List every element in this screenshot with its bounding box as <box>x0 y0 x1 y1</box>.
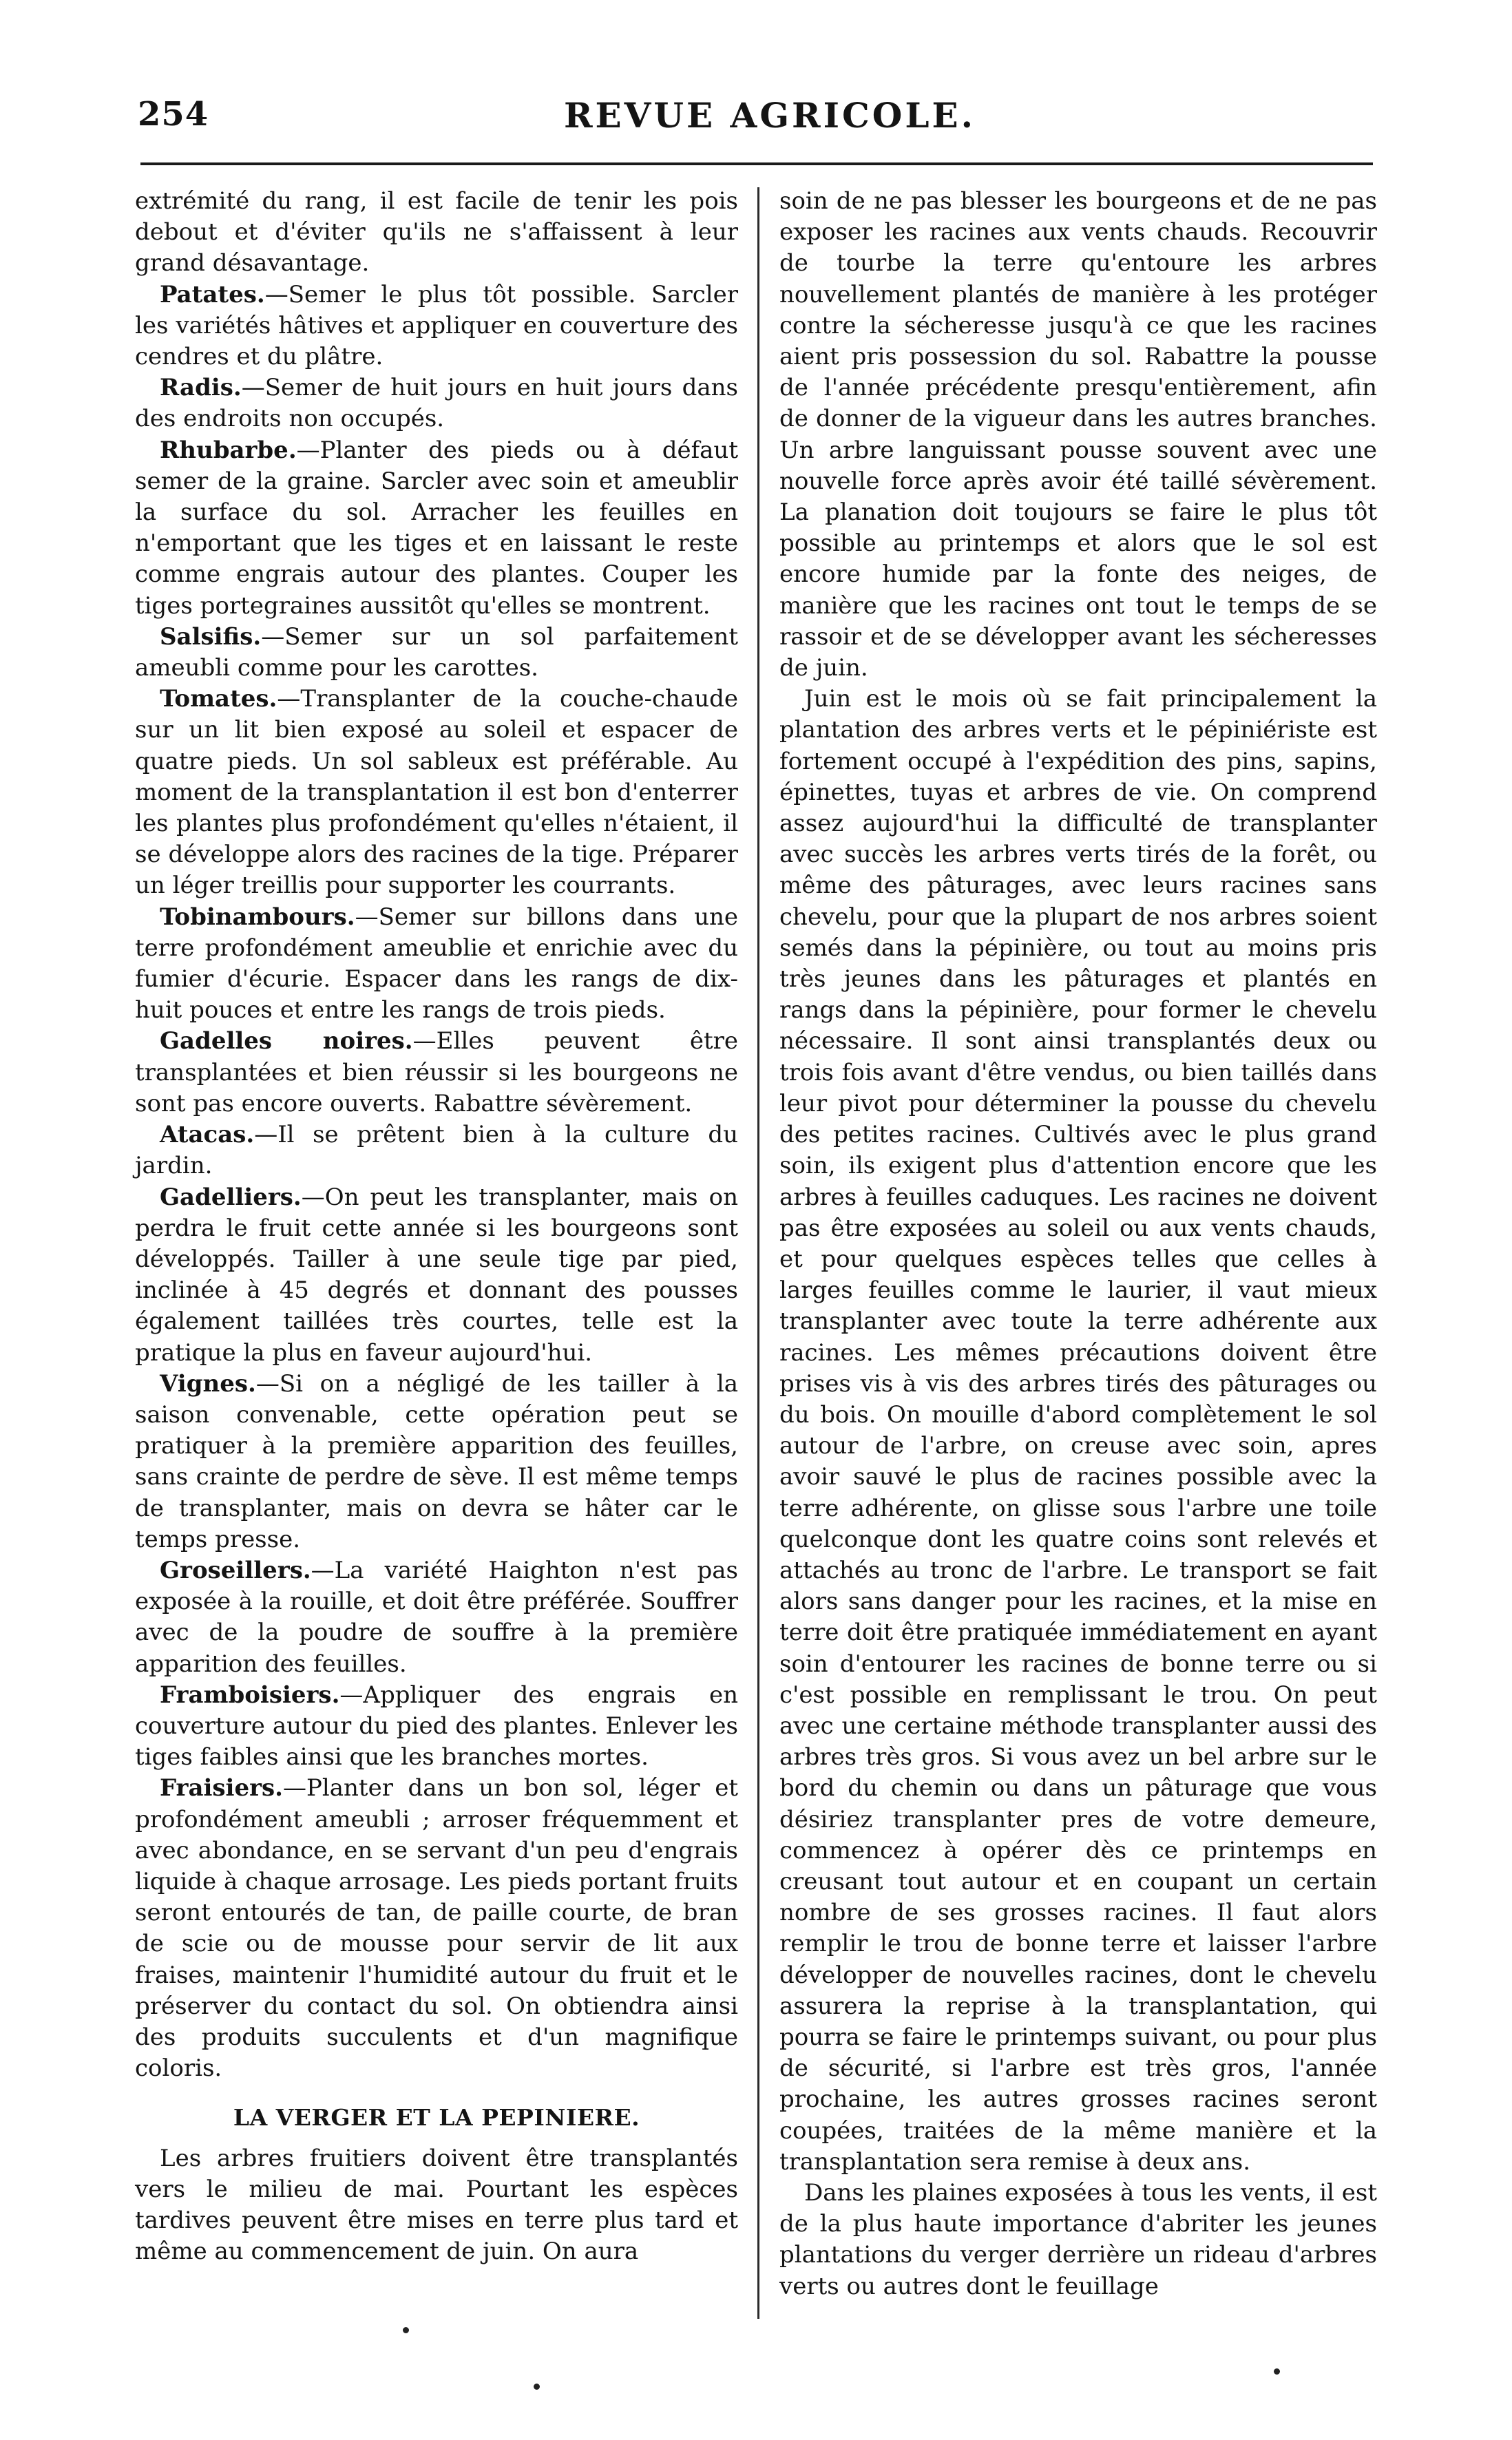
entry-text: —Planter dans un bon sol, léger et profondément ameubli ; arroser fréquemment et avec abondance, en se servant d'un peu d'engrais liquide à chaque arrosage. Les pieds portant fruits seront entourés de tan, de paille courte, de bran de scie ou de mousse pour servir de lit aux fraises, maintenir l'humidité autour du fruit et le préserver du contact du sol. On obtiendra ainsi des produits succulents et d'un magnifique coloris. <box>135 1774 738 2083</box>
section-title: LA VERGER ET LA PEPINIERE. <box>233 2104 640 2132</box>
right-paragraph-3: Dans les plaines exposées à tous les vents, il est de la plus haute importance d'abriter les jeunes plantations du verger derrière un rideau d'arbres verts ou autres dont le feuillage <box>779 2179 1377 2300</box>
entry-text: —La variété Haighton n'est pas exposée à la rouille, et doit être préférée. Souffrer avec de la poudre de souffre à la première apparition des feuilles. <box>135 1556 738 1678</box>
entry-text: —Semer de huit jours en huit jours dans des endroits non occupés. <box>135 374 738 433</box>
entry-paragraph <box>135 1119 738 1181</box>
entry-text: —Planter des pieds ou à défaut semer de la graine. Sarcler avec soin et ameublir la surface du sol. Arracher les feuilles en n'emportant que les tiges et en laissant le reste comme engrais autour des plantes. Couper les tiges portegraines aussitôt qu'elles se montrent. <box>135 436 738 620</box>
entry-text: —Transplanter de la couche-chaude sur un lit bien exposé au soleil et espacer de quatre pieds. Un sol sableux est préférable. Au moment de la transplantation il est bon d'enterrer les plantes plus profondément qu'elles n'étaient, il se développe alors des racines de la tige. Préparer un léger treillis pour supporter les courrants. <box>135 685 738 900</box>
left-intro-paragraph: extrémité du rang, il est facile de tenir les pois debout et d'éviter qu'ils ne s'affaissent à leur grand désavantage. <box>135 187 738 277</box>
entry-text: —Semer le plus tôt possible. Sarcler les variétés hâtives et appliquer en couverture des cendres et du plâtre. <box>135 280 738 371</box>
entry-text: —Si on a négligé de les tailler à la saison convenable, cette opération peut se pratiquer à la première apparition des feuilles, sans crainte de perdre de sève. Il est même temps de transplanter, mais on devra se hâter car le temps presse. <box>135 1369 738 1553</box>
entry-term: Atacas. <box>160 1121 255 1149</box>
entry-term: Framboisiers. <box>160 1681 340 1709</box>
right-paragraph-2: Juin est le mois où se fait principalement la plantation des arbres verts et le pépiniériste est fortement occupé à l'expédition des pins, sapins, épinettes, tuyas et arbres de vie. On comprend assez aujourd'hui la difficulté de transplanter avec succès les arbres verts tirés de la forêt, ou même des pâturages, avec leurs racines sans chevelu, pour que la plupart de nos arbres soient semés dans la pépinière, ou tout au moins pris très jeunes dans les pâturages et plantés en rangs dans la pépinière, pour former le chevelu nécessaire. Il sont ainsi transplantés deux ou trois fois avant d'être vendus, ou bien taillés dans leur pivot pour déterminer la pousse du chevelu des petites racines. Cultivés avec le plus grand soin, ils exigent plus d'attention encore que les arbres à feuilles caduques. Les racines ne doivent pas être exposées au soleil ou aux vents chauds, et pour quelques espèces telles que celles à larges feuilles comme le laurier, il vaut mieux transplanter avec toute la terre adhérente aux racines. Les mêmes précautions doivent être prises vis à vis des arbres tirés des pâturages ou du bois. On mouille d'abord complètement le sol autour de l'arbre, on creuse avec soin, apres avoir sauvé le plus de racines possible avec la terre adhérente, on glisse sous l'arbre une toile quelconque dont les quatre coins sont relevés et attachés au tronc de l'arbre. Le transport se fait alors sans danger pour les racines, et la mise en terre doit être pratiquée immédiatement en ayant soin d'entourer les racines de bonne terre ou si c'est possible en remplissant le trou. On peut avec une certaine méthode transplanter aussi des arbres très gros. Si vous avez un bel arbre sur le bord du chemin ou dans un pâturage que vous désiriez transplanter pres de votre demeure, commencez à opérer dès ce printemps en creusant tout autour et en coupant un certain nombre de ses grosses racines. Il faut alors remplir le trou de bonne terre et laisser l'arbre développer de nouvelles racines, dont le chevelu assurera la reprise à la transplantation, qui pourra se faire le printemps suivant, ou pour plus de sécurité, si l'arbre est très gros, l'année prochaine, les autres grosses racines seront coupées, traitées de la même manière et la transplantation sera remise à deux ans. <box>779 685 1377 2176</box>
entry-term: Fraisiers. <box>160 1774 283 1802</box>
entry-paragraph <box>135 622 738 684</box>
right-paragraph-1: soin de ne pas blesser les bourgeons et de ne pas exposer les racines aux vents chauds. Recouvrir de tourbe la terre qu'entoure les arbres nouvellement plantés de manière à les protéger contre la sécheresse jusqu'à ce que les racines aient pris possession du sol. Rabattre la pousse de l'année précédente presqu'entièrement, afin de donner de la vigueur dans les autres branches. Un arbre languissant pousse souvent avec une nouvelle force après avoir été taillé sévèrement. La planation doit toujours se faire le plus tôt possible au printemps et alors que le sol est encore humide par la fonte des neiges, de manière que les racines ont tout le temps de se rassoir et de se développer avant les sécheresses de juin. <box>779 187 1377 682</box>
entry-text: —Elles peuvent être transplantées et bien réussir si les bourgeons ne sont pas encore ouverts. Rabattre sévèrement. <box>135 1027 738 1117</box>
entry-paragraph <box>135 1182 738 1369</box>
header-rule <box>140 162 1373 165</box>
entry-text: —On peut les transplanter, mais on perdra le fruit cette année si les bourgeons sont développés. Tailler à une seule tige par pied, inclinée à 45 degrés et donnant des pousses également taillées très courtes, telle est la pratique la plus en faveur aujourd'hui. <box>135 1183 738 1367</box>
page-title: REVUE AGRICOLE. <box>563 95 976 136</box>
entry-term: Gadelliers. <box>160 1183 302 1211</box>
entry-term: Groseillers. <box>160 1556 311 1584</box>
entry-term: Radis. <box>160 374 242 402</box>
column-divider <box>757 187 759 2319</box>
entry-term: Tomates. <box>160 685 277 713</box>
entry-term: Tobinambours. <box>160 903 355 931</box>
entry-paragraph <box>135 1773 738 2084</box>
entry-paragraph <box>135 1680 738 1774</box>
entry-paragraph <box>135 435 738 622</box>
entry-term: Vignes. <box>160 1369 256 1398</box>
page-number: 254 <box>138 95 209 134</box>
entry-paragraph <box>135 1555 738 1680</box>
left-column <box>135 186 738 2267</box>
entry-term: Salsifis. <box>160 622 262 651</box>
entry-text: —Semer sur billons dans une terre profondément ameublie et enrichie avec du fumier d'écurie. Espacer dans les rangs de dix-huit pouces et entre les rangs de trois pieds. <box>135 903 738 1024</box>
print-speck <box>1274 2368 1280 2375</box>
entry-list <box>135 280 738 2085</box>
entry-paragraph <box>135 1026 738 1119</box>
entry-paragraph <box>135 280 738 373</box>
entry-paragraph <box>135 684 738 901</box>
section-paragraph: Les arbres fruitiers doivent être transplantés vers le milieu de mai. Pourtant les espèces tardives peuvent être mises en terre plus tard et même au commencement de juin. On aura <box>135 2144 738 2266</box>
entry-term: Rhubarbe. <box>160 436 297 464</box>
entry-paragraph <box>135 372 738 434</box>
right-column <box>779 186 1377 2302</box>
entry-term: Patates. <box>160 280 265 308</box>
print-speck <box>403 2327 409 2333</box>
entry-term: Gadelles noires. <box>160 1027 413 1055</box>
entry-text: —Appliquer des engrais en couverture autour du pied des plantes. Enlever les tiges faibles ainsi que les branches mortes. <box>135 1681 738 1771</box>
entry-text: —Il se prêtent bien à la culture du jardin. <box>135 1121 738 1180</box>
entry-text: —Semer sur un sol parfaitement ameubli comme pour les carottes. <box>135 622 738 682</box>
entry-paragraph <box>135 1369 738 1555</box>
entry-paragraph <box>135 902 738 1027</box>
print-speck <box>534 2384 540 2390</box>
